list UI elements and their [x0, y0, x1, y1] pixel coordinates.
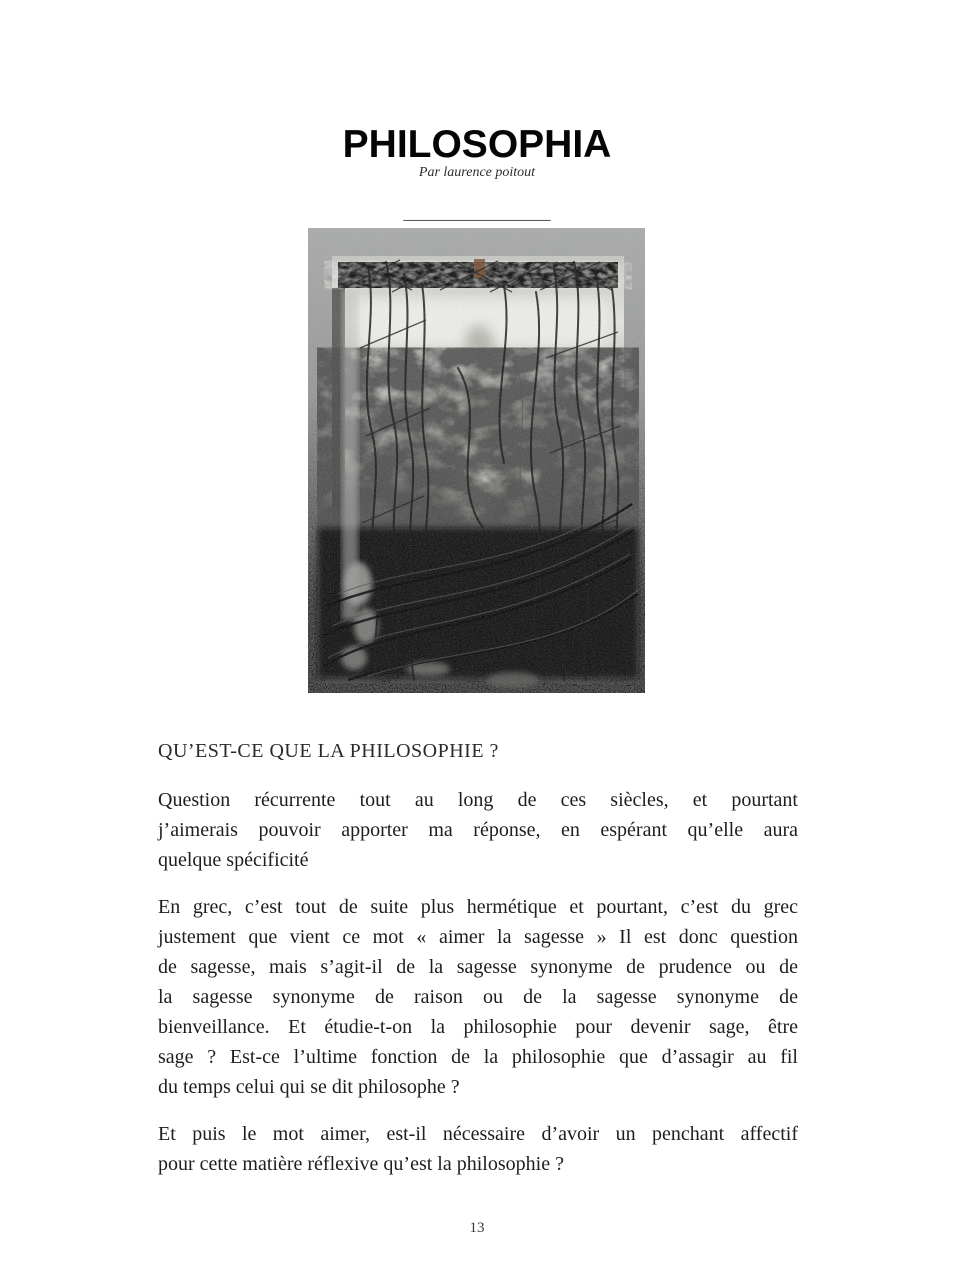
text-line: du temps celui qui se dit philosophe ?	[158, 1076, 460, 1098]
text-line: bienveillance. Et étudie-t-on la philosophie pour devenir sage, être	[158, 1016, 798, 1038]
text-line: de sagesse, mais s’agit-il de la sagesse synonyme de prudence ou de	[158, 956, 798, 978]
article-heading: QU’EST-CE QUE LA PHILOSOPHIE ?	[158, 740, 499, 762]
text-line: sage ? Est-ce l’ultime fonction de la philosophie que d’assagir au fil	[158, 1046, 798, 1068]
paragraph-1	[158, 785, 798, 875]
text-line: quelque spécificité	[158, 849, 309, 871]
text-line: j’aimerais pouvoir apporter ma réponse, en espérant qu’elle aura	[158, 819, 798, 841]
paragraph-2	[158, 892, 798, 1102]
text-line: Question récurrente tout au long de ces siècles, et pourtant	[158, 789, 798, 811]
section-divider: _____________________	[403, 208, 551, 223]
article-body	[158, 736, 798, 1196]
paragraph-3	[158, 1119, 798, 1179]
page-title: PHILOSOPHIA	[342, 123, 612, 166]
text-line: Et puis le mot aimer, est-il nécessaire d’avoir un penchant affectif	[158, 1123, 798, 1145]
page-number: 13	[469, 1220, 485, 1236]
text-line: justement que vient ce mot « aimer la sagesse » Il est donc question	[158, 926, 798, 948]
text-line: pour cette matière réflexive qu’est la philosophie ?	[158, 1153, 564, 1175]
text-line: la sagesse synonyme de raison ou de la sagesse synonyme de	[158, 986, 798, 1008]
artwork-image	[308, 228, 645, 693]
artwork-illustration	[308, 228, 645, 693]
text-line: En grec, c’est tout de suite plus hermétique et pourtant, c’est du grec	[158, 896, 798, 918]
byline: Par laurence poitout	[418, 165, 536, 180]
